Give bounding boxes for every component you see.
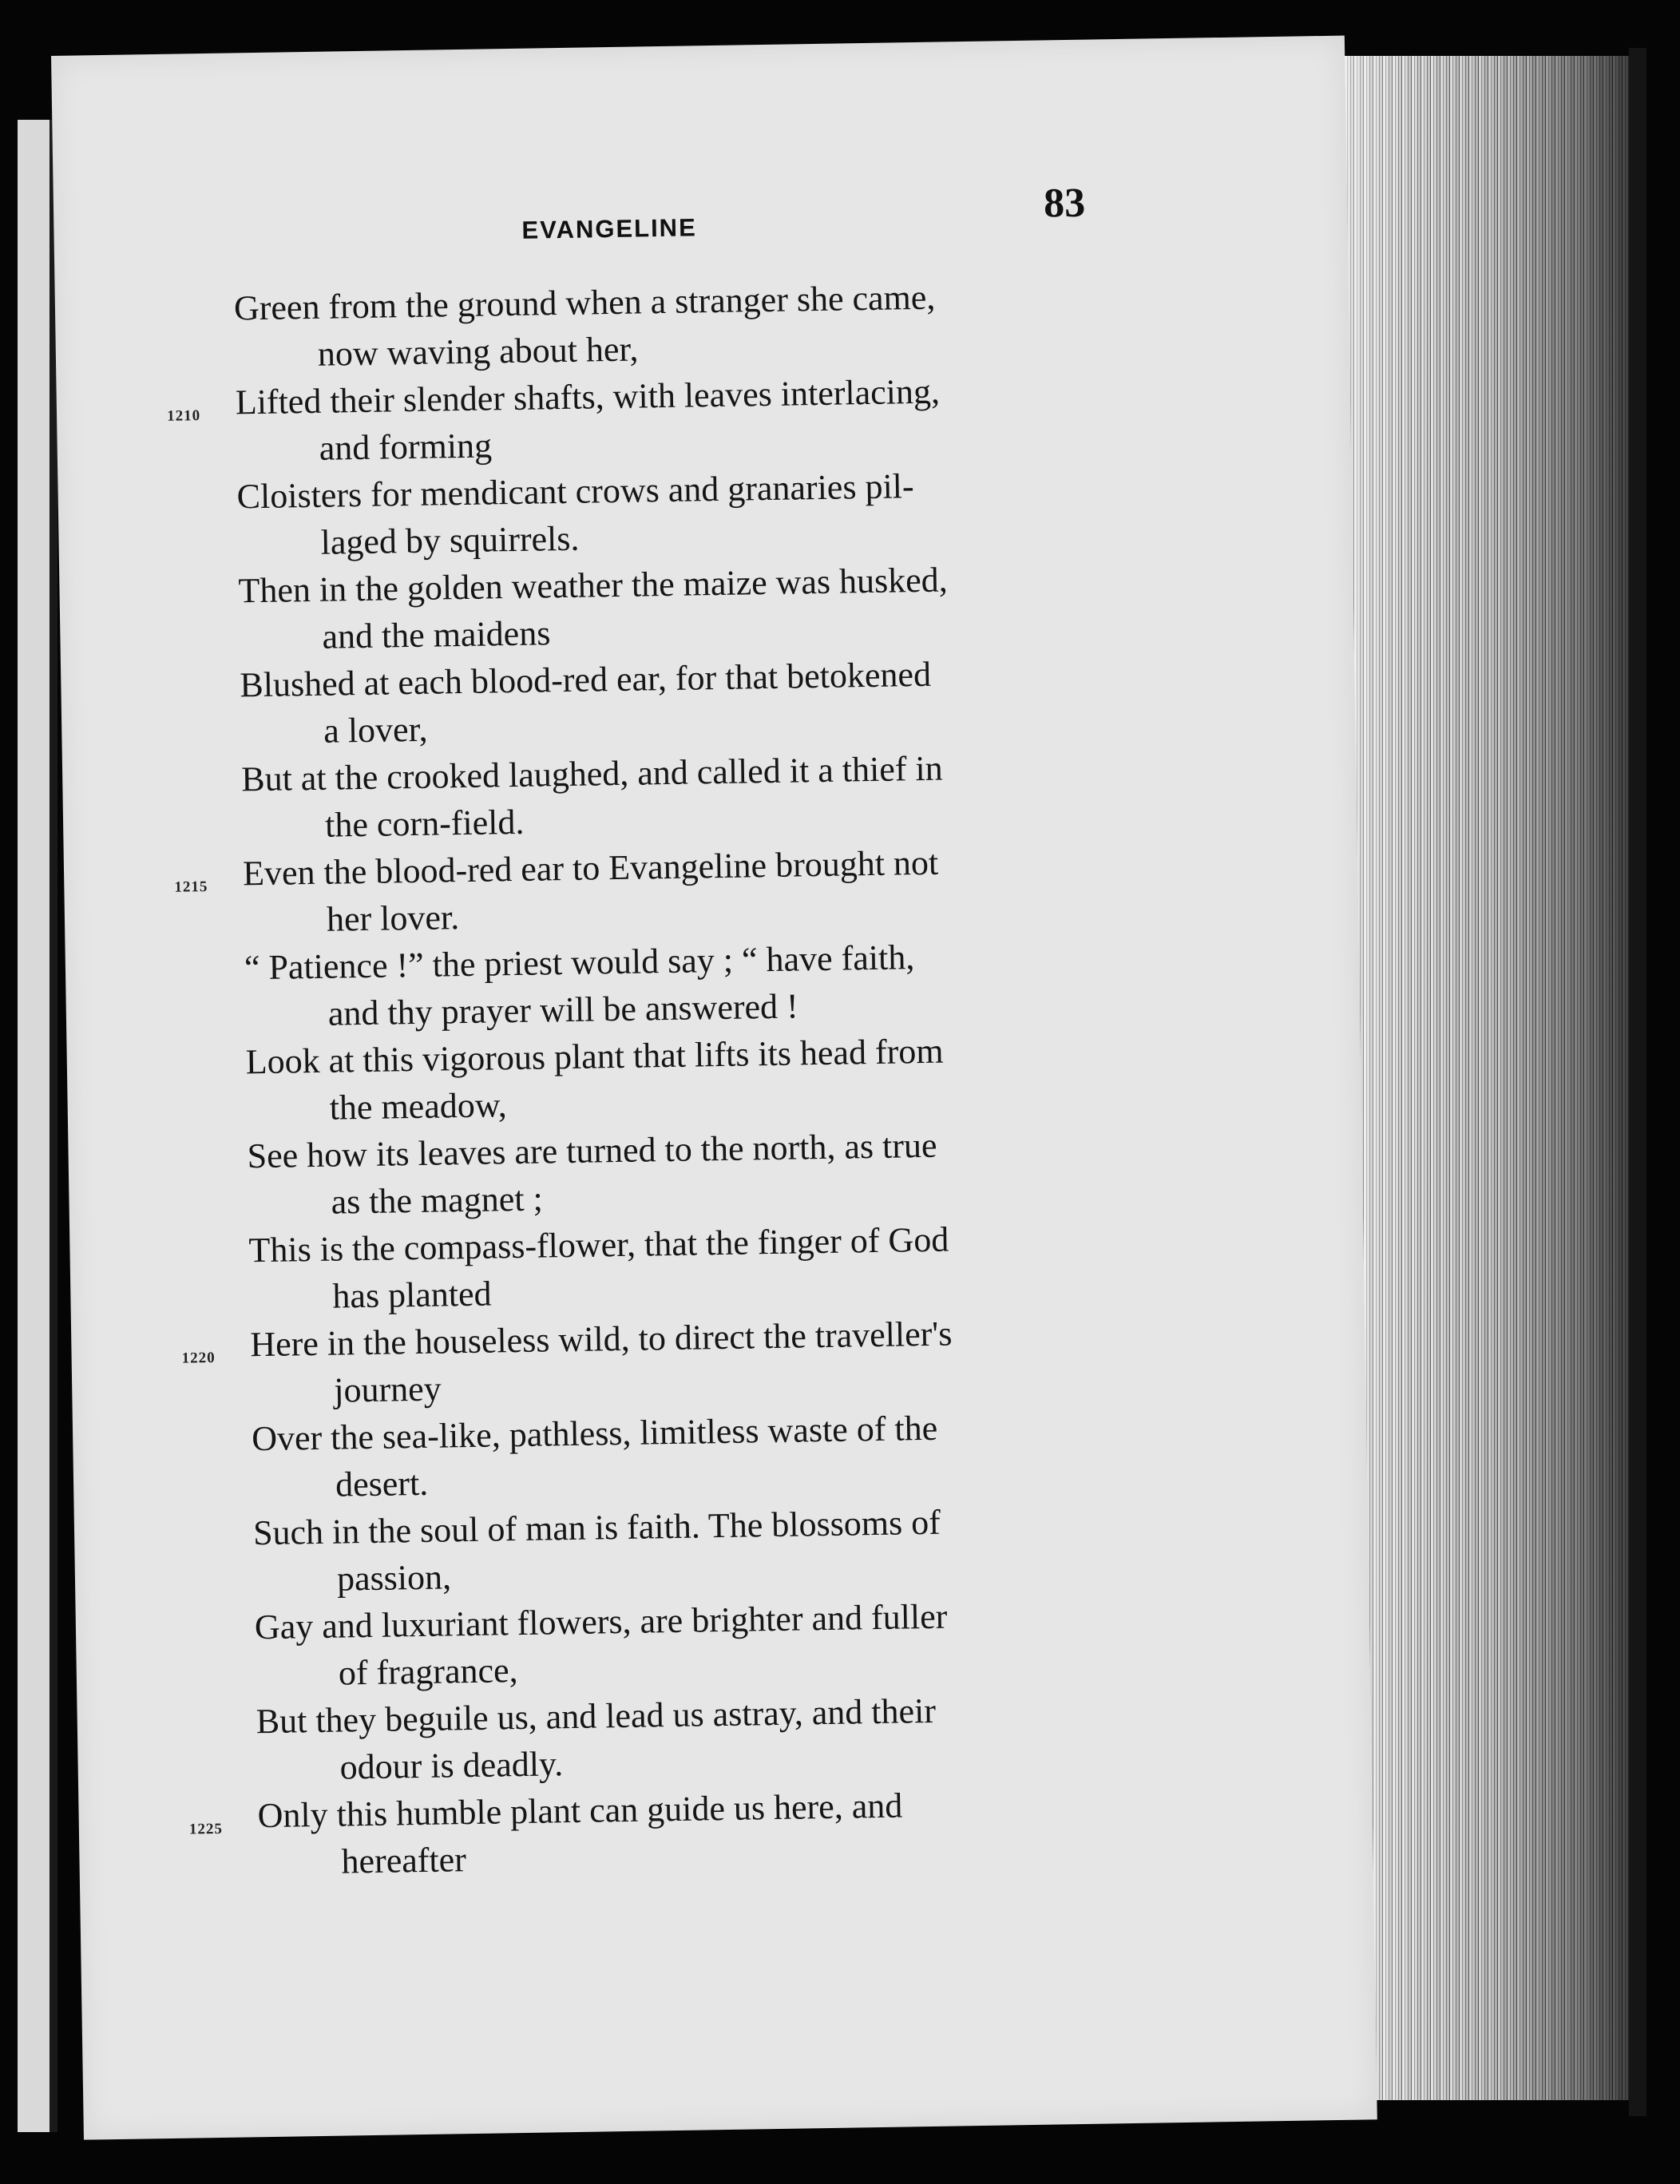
poem-line-text: has planted <box>332 1274 492 1316</box>
previous-page-edge <box>18 120 57 2132</box>
poem-line-text: the corn-field. <box>324 802 525 845</box>
poem-line-text: hereafter <box>341 1840 467 1881</box>
poem-line-text: her lover. <box>326 898 460 939</box>
poem-line-text: desert. <box>335 1463 429 1504</box>
poem-line-text: journey <box>333 1369 442 1410</box>
poem-line-text: See how its leaves are turned to the north, as true <box>247 1125 937 1176</box>
poem-line-text: and thy prayer will be answered ! <box>327 986 799 1033</box>
poem-line-text: Over the sea-like, pathless, limitless waste of the <box>251 1408 938 1459</box>
poem-body <box>166 270 1177 1886</box>
poem-line-text: Gay and luxuriant flowers, are brighter and fuller <box>254 1596 948 1647</box>
page-number: 83 <box>1043 180 1086 227</box>
poem-line-text: Here in the houseless wild, to direct the traveller's <box>249 1314 953 1365</box>
poem-line-text: Look at this vigorous plant that lifts its head from <box>245 1031 944 1082</box>
running-title: EVANGELINE <box>521 213 697 244</box>
poem-line-text: laged by squirrels. <box>320 518 580 562</box>
book-cover-edge <box>1629 48 1646 2116</box>
poem-line-text: “ Patience !” the priest would say ; “ have faith, <box>244 937 915 988</box>
line-number: 1225 <box>188 1820 224 1838</box>
poem-line-text: This is the compass-flower, that the finger of God <box>248 1219 949 1270</box>
poem-line-text: But at the crooked laughed, and called it a thief in <box>240 748 944 799</box>
poem-line-text: and the maidens <box>322 613 551 656</box>
poem-line-text: Such in the soul of man is faith. The blossoms of <box>252 1502 941 1553</box>
poem-line-text: Cloisters for mendicant crows and granaries pil- <box>236 466 914 517</box>
poem-line-text: now waving about her, <box>317 329 639 374</box>
line-number: 1215 <box>174 878 208 896</box>
poem-line-text: the meadow, <box>329 1085 508 1128</box>
line-number: 1210 <box>166 407 201 425</box>
poem-line-text: of fragrance, <box>338 1651 518 1693</box>
poem-line-text: But they beguile us, and lead us astray, and their <box>256 1691 937 1742</box>
poem-line-text: Lifted their slender shafts, with leaves interlacing, <box>235 371 941 422</box>
poem-line-text: Blushed at each blood-red ear, for that betokened <box>240 654 932 705</box>
poem-line-text: and forming <box>319 426 493 468</box>
poem-line-text: odour is deadly. <box>339 1744 564 1787</box>
poem-line-text: Even the blood-red ear to Evangeline brought not <box>242 842 939 894</box>
poem-line-text: passion, <box>336 1557 452 1599</box>
poem-line-text: Only this humble plant can guide us here, and <box>257 1786 903 1836</box>
poem-line-text: a lover, <box>323 709 428 751</box>
poem-line-text: as the magnet ; <box>331 1179 544 1222</box>
poem-line-text: Then in the golden weather the maize was husked, <box>238 560 949 611</box>
line-number: 1220 <box>181 1349 216 1367</box>
book-page <box>51 36 1377 2140</box>
poem-line-text: Green from the ground when a stranger she came, <box>233 277 936 328</box>
